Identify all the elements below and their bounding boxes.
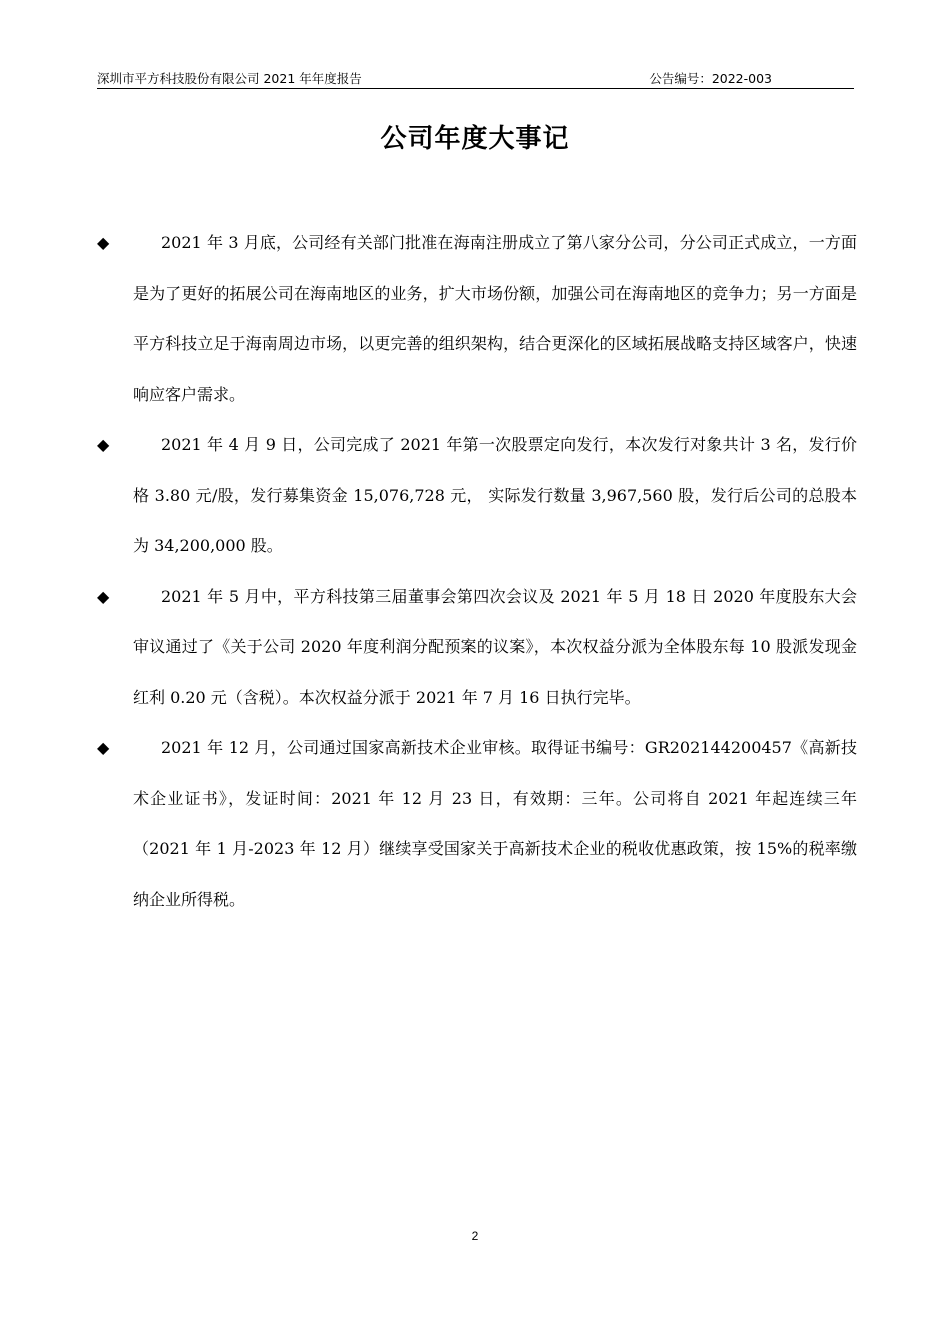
header-report-title: 深圳市平方科技股份有限公司 2021 年年度报告 [97,71,362,86]
event-item [97,420,857,572]
events-list [97,218,857,925]
event-text: 2021 年 5 月中，平方科技第三届董事会第四次会议及 2021 年 5 月 18 日 2020 年度股东大会审议通过了《关于公司 2020 年度利润分配预案的议案》，本次权益分派为全体股东每 10 股派发现金红利 0.20 元（含税）。本次权益分派于 2021 年 7 月 16 日执行完毕。 [133,586,857,707]
page-number: 2 [471,1229,479,1243]
diamond-bullet-icon: ◆ [97,233,110,252]
diamond-bullet-icon: ◆ [97,586,110,606]
event-text: 2021 年 4 月 9 日，公司完成了 2021 年第一次股票定向发行，本次发行对象共计 3 名，发行价格 3.80 元/股，发行募集资金 15,076,728 元， 实际发行数量 3,967,560 股，发行后公司的总股本为 34,200,000 股。 [133,435,857,555]
page-header [97,64,854,89]
event-text: 2021 年 3 月底，公司经有关部门批准在海南注册成立了第八家分公司，分公司正式成立，一方面是为了更好的拓展公司在海南地区的业务，扩大市场份额，加强公司在海南地区的竞争力；另一方面是平方科技立足于海南周边市场，以更完善的组织架构，结合更深化的区域拓展战略支持区域客户，快速响应客户需求。 [133,233,857,404]
event-item [97,218,857,420]
event-item [97,723,857,925]
event-text: 2021 年 12 月，公司通过国家高新技术企业审核。取得证书编号：GR202144200457《高新技术企业证书》，发证时间：2021 年 12 月 23 日，有效期：三年。公司将自 2021 年起连续三年（2021 年 1 月-2023 年 12 月）继续享受国家关于高新技术企业的税收优惠政策，按 15%的税率缴纳企业所得税。 [133,738,857,909]
header-announcement-number: 公告编号：2022-003 [649,71,772,86]
diamond-bullet-icon: ◆ [97,738,110,757]
diamond-bullet-icon: ◆ [97,435,110,454]
event-item [97,572,857,724]
page-title: 公司年度大事记 [380,124,570,154]
